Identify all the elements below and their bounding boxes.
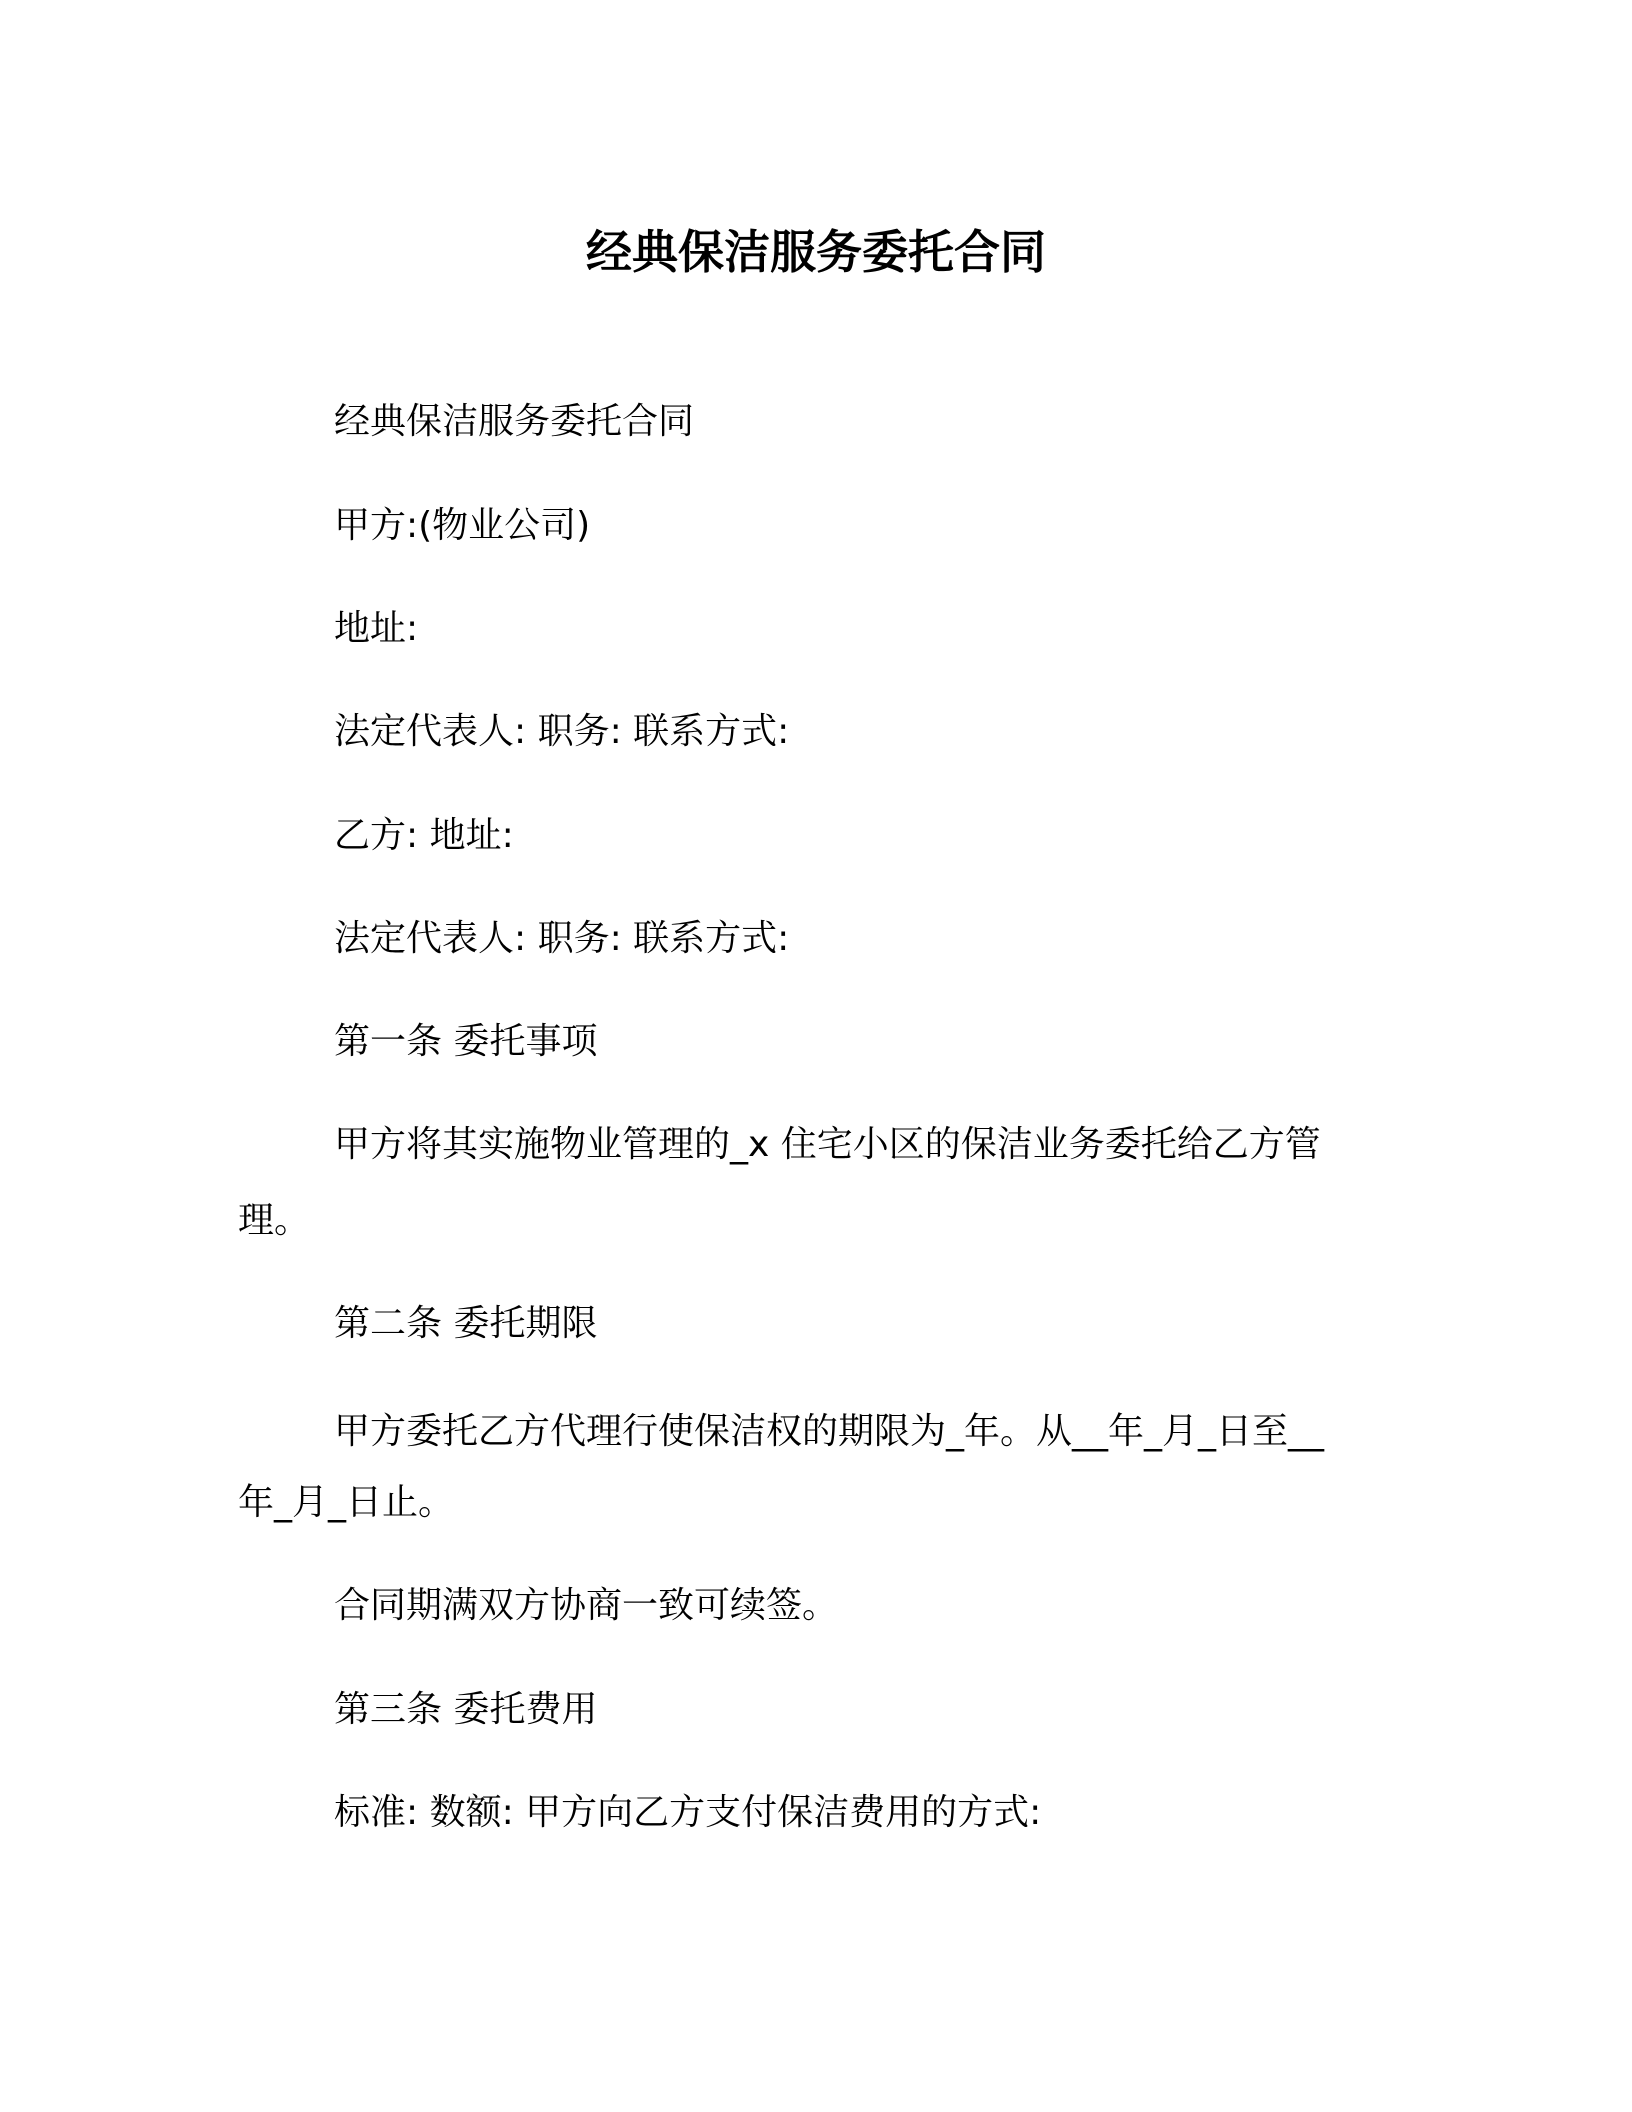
article-3-body: 标准: 数额: 甲方向乙方支付保洁费用的方式: bbox=[334, 1792, 1042, 1833]
article-2-heading: 第二条 委托期限 bbox=[334, 1303, 598, 1344]
paragraph-party-b: 乙方: 地址: bbox=[334, 815, 514, 856]
article-2-body-line-2: 年_月_日止。 bbox=[238, 1482, 455, 1523]
article-1-heading: 第一条 委托事项 bbox=[334, 1021, 598, 1062]
document-title: 经典保洁服务委托合同 bbox=[586, 225, 1046, 279]
paragraph-party-a: 甲方:(物业公司) bbox=[334, 505, 591, 546]
paragraph-party-b-representative: 法定代表人: 职务: 联系方式: bbox=[334, 918, 790, 959]
paragraph-subtitle: 经典保洁服务委托合同 bbox=[334, 401, 695, 442]
paragraph-party-a-representative: 法定代表人: 职务: 联系方式: bbox=[334, 711, 790, 752]
article-3-heading: 第三条 委托费用 bbox=[334, 1689, 598, 1730]
article-1-body-line-1: 甲方将其实施物业管理的_x 住宅小区的保洁业务委托给乙方管 bbox=[334, 1124, 1321, 1165]
article-2-body-line-1: 甲方委托乙方代理行使保洁权的期限为_年。从__年_月_日至__ bbox=[334, 1411, 1325, 1452]
article-2-renewal: 合同期满双方协商一致可续签。 bbox=[334, 1585, 839, 1626]
paragraph-party-a-address: 地址: bbox=[334, 608, 419, 649]
article-1-body-line-2: 理。 bbox=[238, 1200, 311, 1241]
